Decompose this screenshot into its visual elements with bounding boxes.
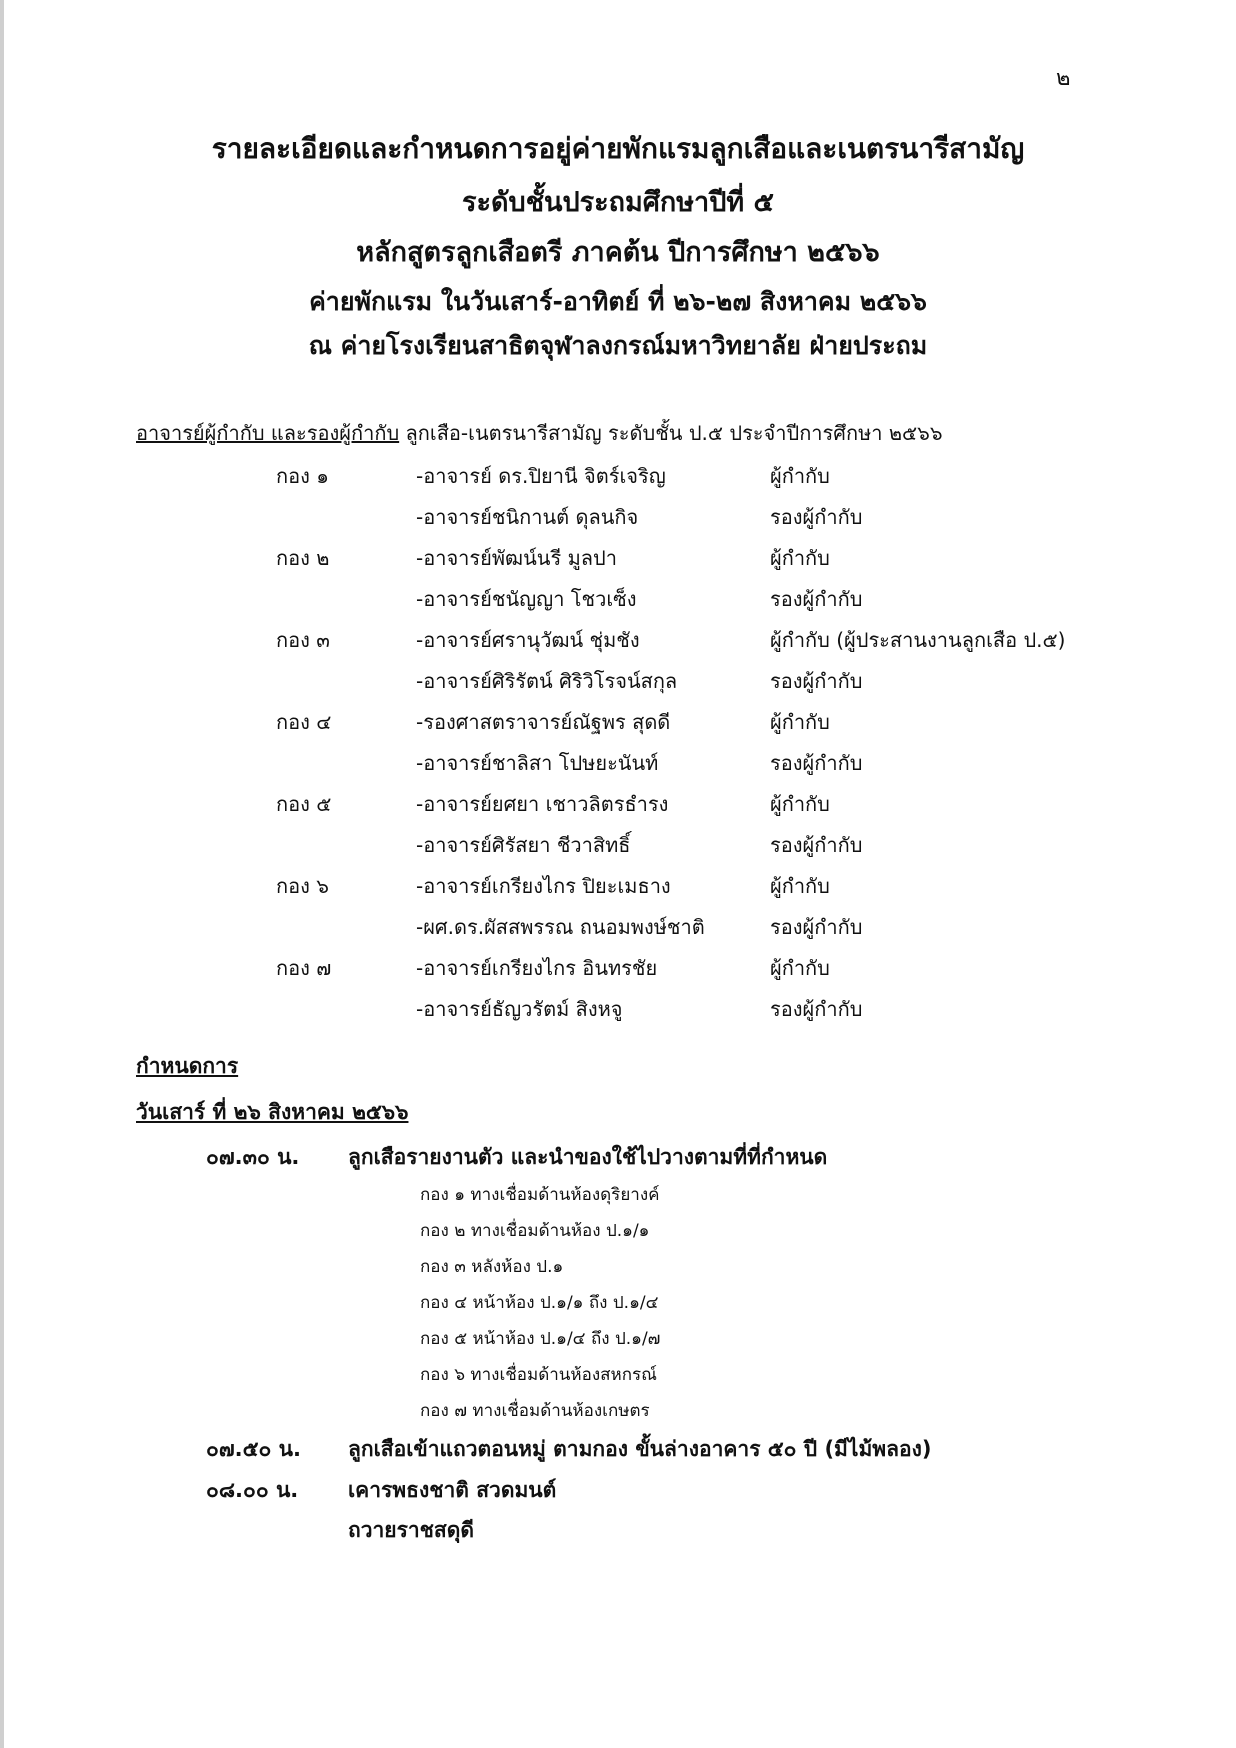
advisor-name: -อาจารย์ศิริรัตน์ ศิริวิโรจน์สกุล xyxy=(416,669,678,693)
title-line-4: ค่ายพักแรม ในวันเสาร์-อาทิตย์ ที่ ๒๖-๒๗ สิงหาคม ๒๕๖๖ xyxy=(309,287,927,316)
troop-location: กอง ๒ ทางเชื่อมด้านห้อง ป.๑/๑ xyxy=(420,1221,650,1241)
advisor-role: รองผู้กำกับ xyxy=(770,833,863,857)
advisor-name: -อาจารย์ธัญวรัตม์ สิงหจู xyxy=(416,997,623,1021)
title-line-1: รายละเอียดและกำหนดการอยู่ค่ายพักแรมลูกเสือและเนตรนารีสามัญ xyxy=(211,132,1025,165)
advisor-name: -อาจารย์เกรียงไกร ปิยะเมธาง xyxy=(416,874,671,898)
advisor-name: -อาจารย์ชนิกานต์ ดุลนกิจ xyxy=(416,505,639,529)
advisors-heading-rest: ลูกเสือ-เนตรนารีสามัญ ระดับชั้น ป.๕ ประจำปีการศึกษา ๒๕๖๖ xyxy=(399,421,943,445)
advisors-heading-underlined: อาจารย์ผู้กำกับ และรองผู้กำกับ xyxy=(136,421,400,445)
advisor-role: รองผู้กำกับ xyxy=(770,587,863,611)
advisor-role: รองผู้กำกับ xyxy=(770,915,863,939)
advisor-name: -ผศ.ดร.ผัสสพรรณ ถนอมพงษ์ชาติ xyxy=(416,915,705,939)
advisor-name: -อาจารย์เกรียงไกร อินทรชัย xyxy=(416,956,658,980)
schedule-activity: เคารพธงชาติ สวดมนต์ xyxy=(348,1478,557,1502)
advisor-role: ผู้กำกับ (ผู้ประสานงานลูกเสือ ป.๕) xyxy=(770,628,1066,652)
schedule-activity: ลูกเสือเข้าแถวตอนหมู่ ตามกอง ขั้นล่างอาคาร ๕๐ ปี (มีไม้พลอง) xyxy=(348,1437,932,1461)
advisor-role: ผู้กำกับ xyxy=(770,464,830,488)
troop-location: กอง ๔ หน้าห้อง ป.๑/๑ ถึง ป.๑/๔ xyxy=(420,1293,659,1313)
page-number: ๒ xyxy=(1056,66,1071,91)
troop-label: กอง ๔ xyxy=(276,710,332,734)
troop-label: กอง ๒ xyxy=(276,546,330,570)
schedule-time: ๐๗.๓๐ น. xyxy=(206,1145,300,1169)
advisors-heading xyxy=(136,417,943,449)
advisor-name: -อาจารย์ชาลิสา โปษยะนันท์ xyxy=(416,751,659,775)
advisor-role: รองผู้กำกับ xyxy=(770,669,863,693)
advisor-name: -อาจารย์พัฒน์นรี มูลปา xyxy=(416,546,617,570)
title-line-2: ระดับชั้นประถมศึกษาปีที่ ๕ xyxy=(462,187,774,218)
schedule-heading: กำหนดการ xyxy=(136,1054,239,1078)
advisor-name: -อาจารย์ยศยา เชาวลิตรธำรง xyxy=(416,792,669,816)
schedule-activity: ลูกเสือรายงานตัว และนำของใช้ไปวางตามที่ที่กำหนด xyxy=(348,1145,828,1169)
troop-label: กอง ๕ xyxy=(276,792,332,816)
advisor-role: รองผู้กำกับ xyxy=(770,997,863,1021)
troop-location: กอง ๖ ทางเชื่อมด้านห้องสหกรณ์ xyxy=(420,1365,657,1385)
troop-label: กอง ๑ xyxy=(276,464,329,488)
advisor-role: ผู้กำกับ xyxy=(770,710,830,734)
title-line-3: หลักสูตรลูกเสือตรี ภาคต้น ปีการศึกษา ๒๕๖๖ xyxy=(356,237,880,268)
advisor-role: รองผู้กำกับ xyxy=(770,751,863,775)
schedule-time: ๐๗.๕๐ น. xyxy=(206,1437,301,1461)
advisor-name: -อาจารย์ ดร.ปิยานี จิตร์เจริญ xyxy=(416,464,666,488)
title-line-5: ณ ค่ายโรงเรียนสาธิตจุฬาลงกรณ์มหาวิทยาลัย ฝ่ายประถม xyxy=(308,331,928,360)
advisor-role: ผู้กำกับ xyxy=(770,956,830,980)
troop-label: กอง ๓ xyxy=(276,628,330,652)
advisor-name: -อาจารย์ศรานุวัฒน์ ชุ่มชัง xyxy=(416,628,640,652)
advisor-name: -รองศาสตราจารย์ณัฐพร สุดดี xyxy=(416,710,671,734)
advisor-role: รองผู้กำกับ xyxy=(770,505,863,529)
troop-location: กอง ๕ หน้าห้อง ป.๑/๔ ถึง ป.๑/๗ xyxy=(420,1329,661,1349)
troop-location: กอง ๑ ทางเชื่อมด้านห้องดุริยางค์ xyxy=(420,1185,660,1205)
troop-label: กอง ๖ xyxy=(276,874,329,898)
advisor-name: -อาจารย์ศิรัสยา ชีวาสิทธิ์ xyxy=(416,833,631,857)
advisor-role: ผู้กำกับ xyxy=(770,546,830,570)
advisor-role: ผู้กำกับ xyxy=(770,792,830,816)
advisor-role: ผู้กำกับ xyxy=(770,874,830,898)
schedule-activity-continuation: ถวายราชสดุดี xyxy=(348,1518,475,1542)
troop-label: กอง ๗ xyxy=(276,956,332,980)
troop-location: กอง ๓ หลังห้อง ป.๑ xyxy=(420,1257,564,1277)
schedule-time: ๐๘.๐๐ น. xyxy=(206,1478,299,1502)
schedule-day-heading: วันเสาร์ ที่ ๒๖ สิงหาคม ๒๕๖๖ xyxy=(136,1100,409,1124)
advisor-name: -อาจารย์ชนัญญา โชวเซ็ง xyxy=(416,587,637,611)
troop-location: กอง ๗ ทางเชื่อมด้านห้องเกษตร xyxy=(420,1401,650,1421)
